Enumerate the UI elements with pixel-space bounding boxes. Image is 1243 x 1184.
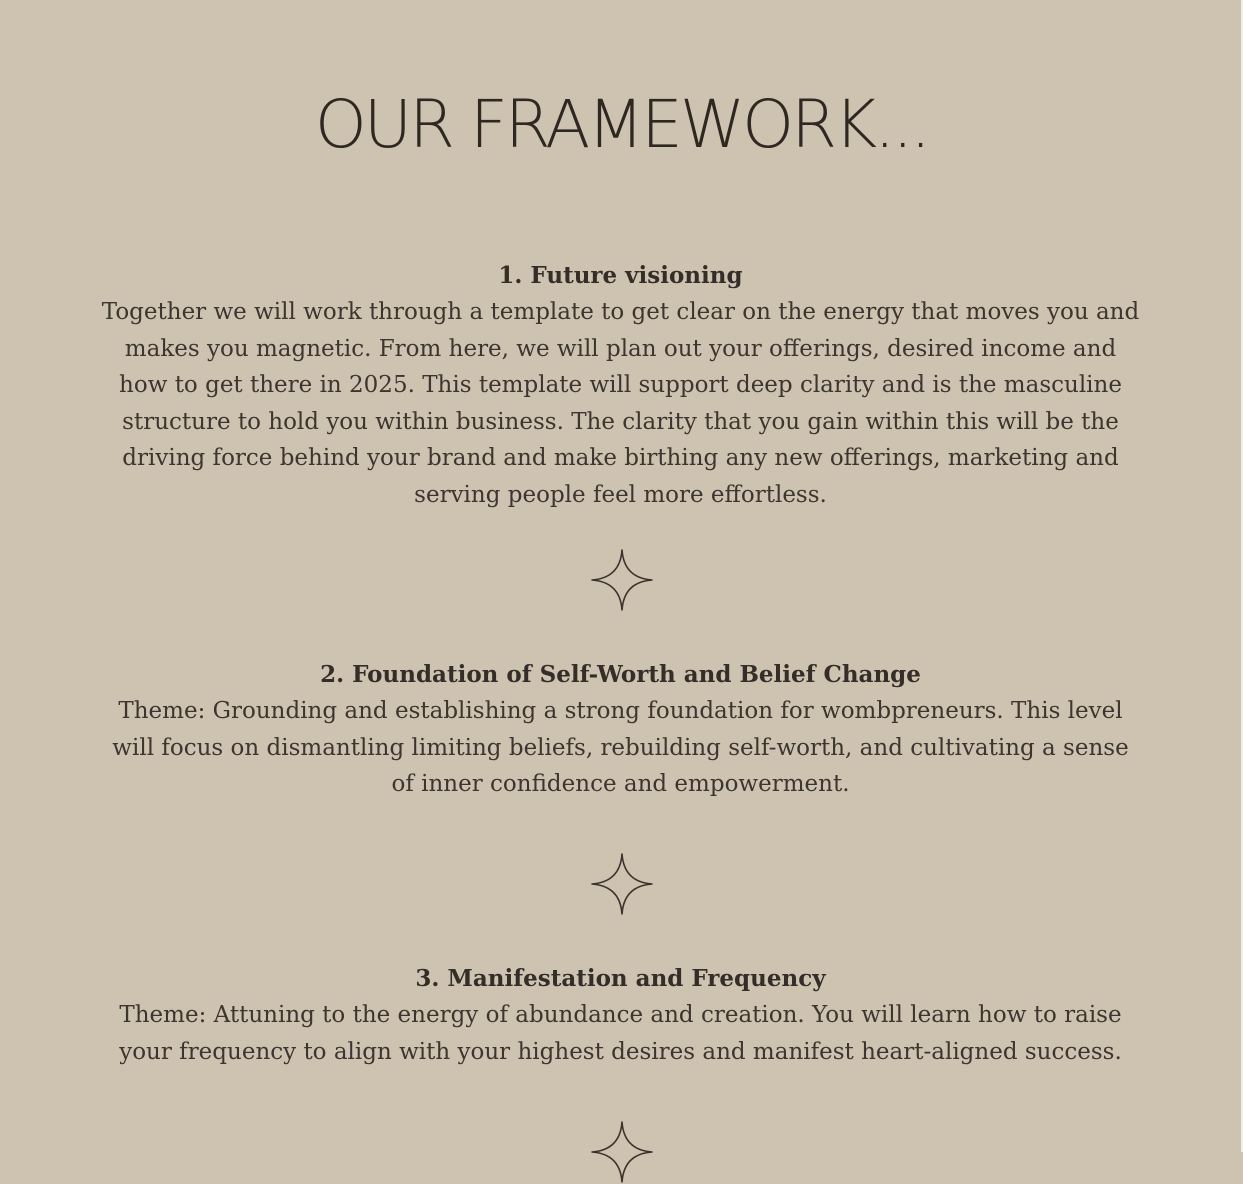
- section-body: Theme: Attuning to the energy of abundance and creation. You will learn how to raise your frequency to align with your highest desires and manifest heart-aligned success.: [119, 1002, 1122, 1065]
- sparkle-icon: [590, 852, 654, 916]
- page-title: OUR FRAMEWORK...: [314, 86, 929, 163]
- sparkle-icon: [590, 548, 654, 612]
- framework-section-2: [100, 657, 1141, 803]
- section-heading: 1. Future visioning: [498, 262, 743, 289]
- section-body: Theme: Grounding and establishing a strong foundation for wombpreneurs. This level will focus on dismantling limiting beliefs, rebuilding self-worth, and cultivating a sense of inner confidence and empowerment.: [112, 698, 1129, 797]
- framework-section-3: [100, 961, 1141, 1070]
- section-heading: 2. Foundation of Self-Worth and Belief Change: [320, 661, 921, 688]
- section-body: Together we will work through a template to get clear on the energy that moves you and makes you magnetic. From here, we will plan out your offerings, desired income and how to get there in 2025. This template will support deep clarity and is the masculine structure to hold you within business. The clarity that you gain within this will be the driving force behind your brand and make birthing any new offerings, marketing and serving people feel more effortless.: [101, 299, 1140, 508]
- sparkle-icon: [590, 1120, 654, 1184]
- framework-section-1: [100, 258, 1141, 513]
- section-heading: 3. Manifestation and Frequency: [415, 965, 826, 992]
